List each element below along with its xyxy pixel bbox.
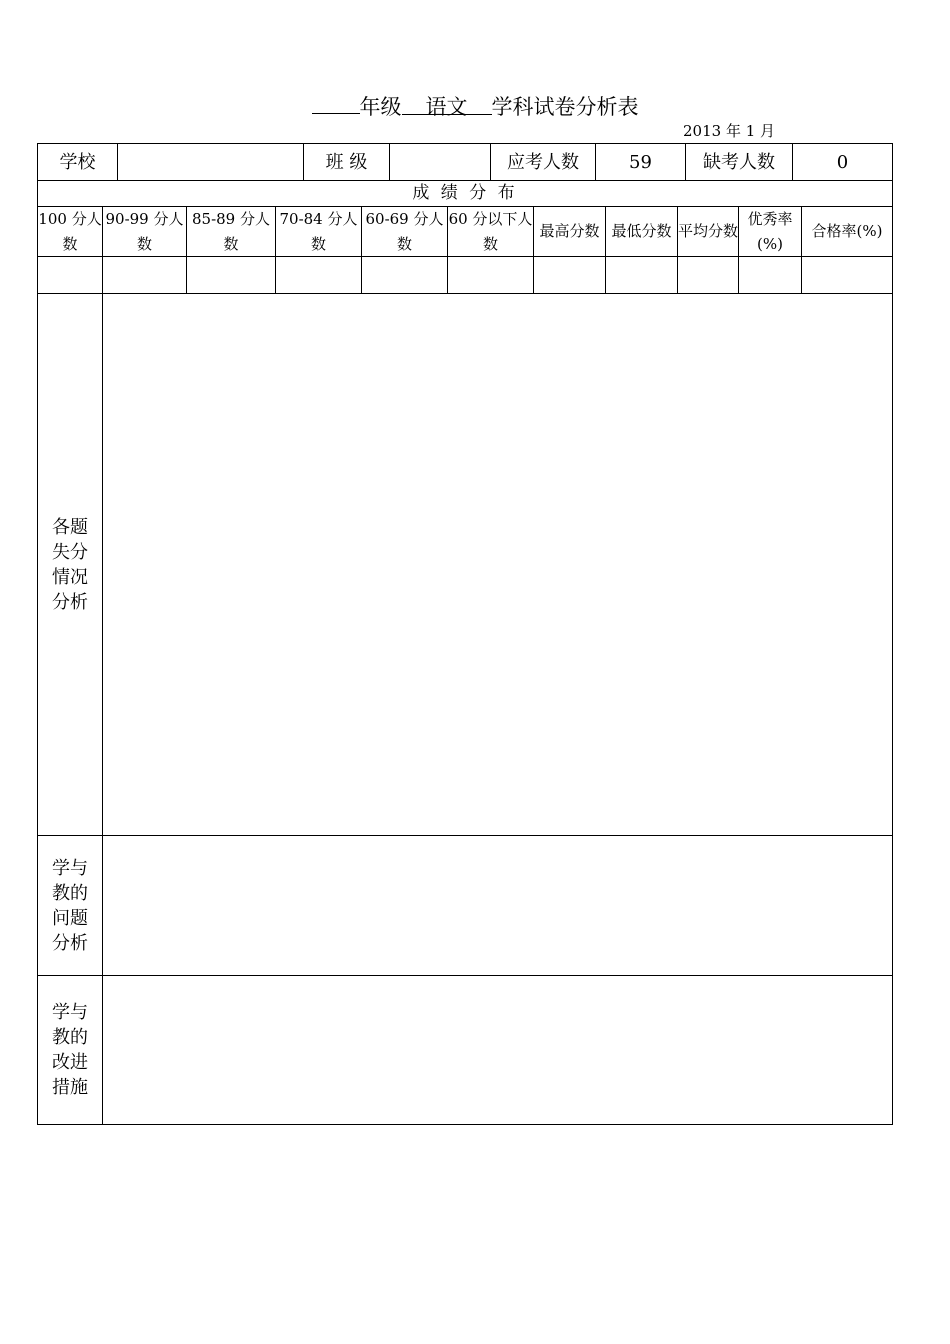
header-min-score: 最低分数	[605, 206, 678, 257]
header-100: 100 分人数	[37, 206, 103, 257]
value-excellent-rate[interactable]	[738, 256, 802, 294]
grade-blank	[312, 91, 360, 114]
absent-label: 缺考人数	[685, 143, 793, 181]
header-pass-rate: 合格率(%)	[801, 206, 893, 257]
loss-analysis-label-cell	[37, 293, 103, 836]
school-label: 学校	[37, 143, 118, 181]
value-min-score[interactable]	[605, 256, 678, 294]
class-value[interactable]	[389, 143, 491, 181]
title-suffix: 学科试卷分析表	[491, 95, 639, 119]
problem-analysis-label-cell	[37, 835, 103, 976]
value-below-60[interactable]	[447, 256, 534, 294]
value-pass-rate[interactable]	[801, 256, 893, 294]
header-avg-score: 平均分数	[677, 206, 739, 257]
expected-label: 应考人数	[490, 143, 596, 181]
loss-analysis-label: 各题失分情况分析	[52, 516, 88, 613]
absent-value[interactable]: 0	[792, 143, 893, 181]
school-value[interactable]	[117, 143, 304, 181]
value-max-score[interactable]	[533, 256, 606, 294]
value-70-84[interactable]	[275, 256, 362, 294]
value-85-89[interactable]	[186, 256, 276, 294]
header-excellent-rate: 优秀率(%)	[738, 206, 802, 257]
problem-analysis-content[interactable]	[102, 835, 893, 976]
header-max-score: 最高分数	[533, 206, 606, 257]
value-avg-score[interactable]	[677, 256, 739, 294]
header-60-69: 60-69 分人数	[361, 206, 448, 257]
header-90-99: 90-99 分人数	[102, 206, 187, 257]
expected-value[interactable]: 59	[595, 143, 686, 181]
distribution-section-title: 成 绩 分 布	[37, 180, 893, 207]
class-label: 班 级	[303, 143, 390, 181]
header-85-89: 85-89 分人数	[186, 206, 276, 257]
problem-analysis-label: 学与教的问题分析	[52, 857, 88, 954]
header-below-60: 60 分以下人数	[447, 206, 534, 257]
improvement-label: 学与教的改进措施	[52, 1002, 88, 1098]
grade-suffix: 年级	[359, 95, 402, 119]
value-100[interactable]	[37, 256, 103, 294]
value-90-99[interactable]	[102, 256, 187, 294]
improvement-content[interactable]	[102, 975, 893, 1125]
loss-analysis-content[interactable]	[102, 293, 893, 836]
page-title	[0, 91, 950, 122]
report-date: 2013 年 1 月	[683, 122, 776, 140]
header-70-84: 70-84 分人数	[275, 206, 362, 257]
value-60-69[interactable]	[361, 256, 448, 294]
subject-blank: 语文	[402, 92, 492, 115]
improvement-label-cell	[37, 975, 103, 1125]
